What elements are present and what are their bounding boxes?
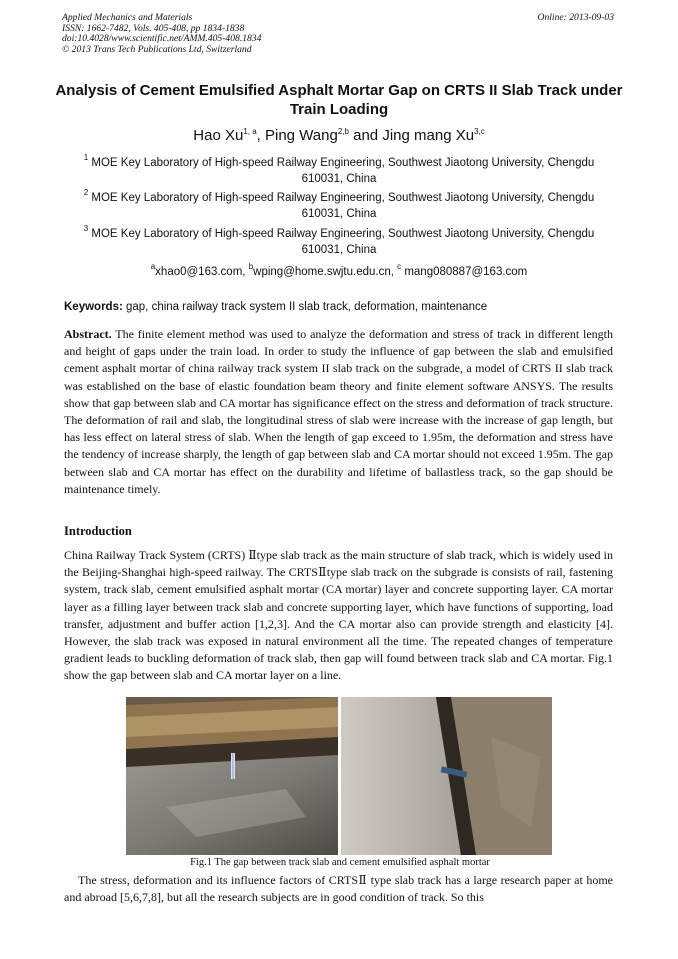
email-separator: , [390, 266, 398, 278]
gap-photo-left [126, 697, 338, 855]
author-name: Hao Xu [193, 127, 244, 144]
author-separator: and [348, 127, 383, 144]
abstract-text: The finite element method was used to analyze the deformation and stress of track in different length and height of gaps under the train load. In order to study the influence of gap between the slab and emulsified cement asphalt mortar of china railway track system II slab track on the subgrade, a model of CRTS II slab track was established on the base of elastic foundation beam theory and finite element software ANSYS. The results show that gap between slab and CA mortar has significance effect on the stress and deformation of track structure. The deformation of rail and slab, the longitudinal stress of slab were increase with the increase of gap length, but has less effect on lateral stress of slab. When the length of gap exceed to 1.95m, the deformation and stress have the tendency of increase sharply, the length of gap between slab and CA mortar should not exceed 1.95m. The gap between slab and CA mortar has effect on the durability and lifetime of ballastless track, so the gap should be maintenance timely. [64, 327, 613, 496]
author-superscript: 1, a [243, 127, 257, 136]
affiliation-text: MOE Key Laboratory of High-speed Railway Engineering, Southwest Jiaotong University, Chengdu 610031, China [91, 157, 595, 185]
introduction-heading: Introduction [64, 524, 132, 538]
abstract [64, 326, 613, 498]
affiliation-number: 1 [83, 153, 89, 162]
email-superscript: c [397, 262, 402, 271]
affiliation-number: 3 [83, 224, 89, 233]
email-address: xhao0@163.com [155, 266, 243, 278]
keywords [64, 299, 616, 315]
affiliation-number: 2 [83, 188, 89, 197]
email-separator: , [242, 266, 249, 278]
email-superscript: b [248, 262, 254, 271]
email-list [50, 264, 628, 280]
introduction-paragraph-1: China Railway Track System (CRTS) Ⅱtype slab track as the main structure of slab track, which is widely used in the Beijing-Shanghai high-speed railway. The CRTSⅡtype slab track on the subgrade is consists of rail, fastening system, track slab, cement emulsified asphalt mortar (CA mortar) layer and concrete supporting layer. CA mortar layer as a filling layer between track slab and concrete supporting layer, which have functions of supporting, load transfer, adjustment and buffer action [1,2,3]. And the CA mortar also can provide strength and elasticity [4]. However, the slab track was exposed in natural environment all the time. The repeated changes of temperature gradient leads to buckling deformation of track slab, then gap will found between track slab and CA mortar. Fig.1 show the gap between slab and CA mortar layer on a line. [64, 548, 613, 683]
email-address: mang080887@163.com [401, 266, 528, 278]
author-separator: , [256, 127, 265, 144]
figure-caption: Fig.1 The gap between track slab and cement emulsified asphalt mortar [190, 857, 490, 868]
abstract-label: Abstract. [64, 327, 112, 341]
author-list [50, 127, 628, 145]
journal-name: Applied Mechanics and Materials [62, 12, 193, 23]
author-superscript: 3,c [474, 127, 485, 136]
keywords-text: gap, china railway track system II slab track, deformation, maintenance [122, 301, 488, 313]
gap-photo-right [341, 697, 552, 855]
email-address: wping@home.swjtu.edu.cn [253, 266, 391, 278]
introduction-paragraph-2: The stress, deformation and its influence factors of CRTSⅡ type slab track has a large research paper at home and abroad [5,6,7,8], but all the research subjects are in good condition of track. So this [64, 873, 613, 905]
keywords-label: Keywords: [64, 301, 123, 313]
journal-header [62, 13, 614, 55]
author-name: Jing mang Xu [382, 127, 475, 144]
paper-title: Analysis of Cement Emulsified Asphalt Mortar Gap on CRTS II Slab Track under Train Loading [55, 82, 623, 118]
affiliation-text: MOE Key Laboratory of High-speed Railway Engineering, Southwest Jiaotong University, Chengdu 610031, China [91, 228, 595, 256]
online-date: Online: 2013-09-03 [537, 12, 614, 23]
author-name: Ping Wang [265, 127, 338, 144]
affiliation-2 [70, 190, 608, 222]
affiliation-1 [70, 155, 608, 187]
issn-line: ISSN: 1662-7482, Vols. 405-408, pp 1834-1838 [62, 22, 245, 34]
doi-line: doi:10.4028/www.scientific.net/AMM.405-408.1834 [62, 33, 262, 45]
email-superscript: a [150, 262, 156, 271]
affiliation-3 [70, 226, 608, 258]
affiliation-text: MOE Key Laboratory of High-speed Railway Engineering, Southwest Jiaotong University, Chengdu 610031, China [91, 192, 595, 220]
author-superscript: 2,b [337, 127, 349, 136]
copyright-line: © 2013 Trans Tech Publications Ltd, Switzerland [62, 43, 252, 55]
